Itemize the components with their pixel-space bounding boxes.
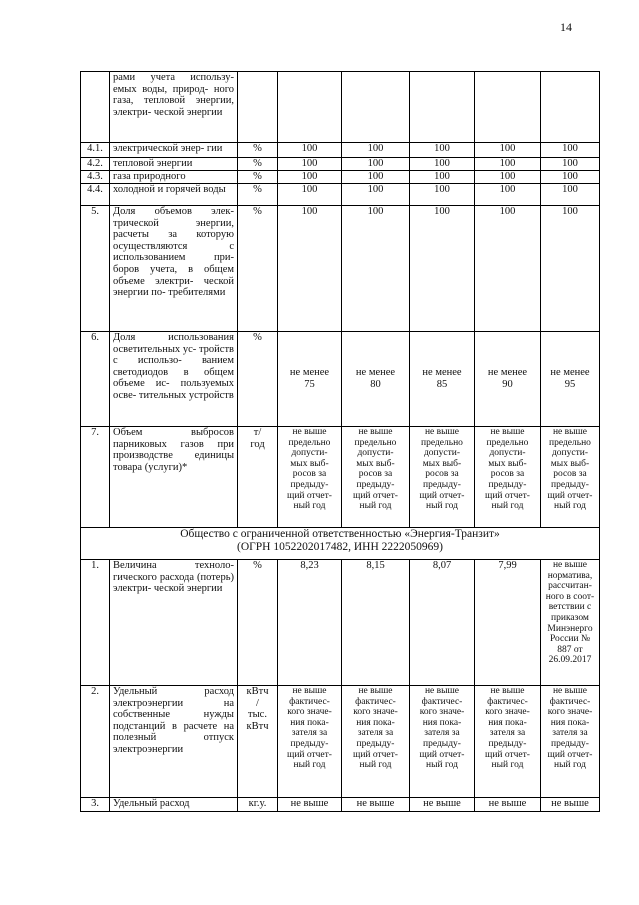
value-line: не выше — [424, 686, 460, 696]
table-body-top — [81, 72, 600, 528]
value-line: фактичес- — [289, 696, 330, 707]
unit-cell: % — [238, 184, 278, 206]
value-cell — [475, 158, 541, 171]
value-line: не выше — [292, 427, 327, 437]
value-line: допусти- — [489, 448, 526, 459]
value-line: зателя за — [357, 728, 394, 739]
value-line: росов за — [553, 469, 587, 480]
value-line: предыду- — [423, 738, 461, 749]
value-line: предельно — [421, 437, 463, 448]
value-cell — [278, 686, 342, 798]
table-row — [81, 560, 600, 686]
value-cell — [475, 143, 541, 158]
table-row — [81, 184, 600, 206]
value-line: не выше — [290, 798, 329, 809]
table-row — [81, 206, 600, 332]
value-line: ный год — [491, 760, 524, 771]
value-line: 100 — [499, 143, 516, 154]
value-line: 8,07 — [432, 560, 452, 571]
value-line: щий отчет- — [547, 749, 593, 760]
table-row — [81, 332, 600, 427]
indicator-name: электрической энер- гии — [110, 143, 238, 158]
table-row — [81, 798, 600, 812]
indicator-name: Удельный расход — [110, 798, 238, 812]
value-line: не выше — [358, 686, 393, 696]
value-line: 8,15 — [366, 560, 385, 571]
value-line: приказом — [551, 612, 589, 623]
value-line: предыду- — [488, 738, 527, 749]
unit-cell — [238, 427, 278, 528]
unit-cell — [238, 686, 278, 798]
value-line: росов за — [490, 469, 525, 480]
unit-cell: % — [238, 143, 278, 158]
value-line: росов за — [358, 469, 393, 480]
value-line: 100 — [367, 158, 384, 169]
value-line: Минэнерго — [547, 623, 593, 634]
value-line: ного в соот- — [545, 591, 595, 602]
value-cell — [541, 184, 600, 206]
value-cell — [278, 158, 342, 171]
value-cell — [475, 206, 541, 332]
value-cell — [475, 184, 541, 206]
value-line: допусти- — [357, 448, 394, 459]
value-cell — [410, 158, 475, 171]
indicator-name: рами учета использу- емых воды, природ- ного газа, тепловой энергии, электри- ческой энергии — [110, 72, 238, 143]
value-line: ный год — [426, 760, 458, 771]
value-cell — [410, 143, 475, 158]
value-cell — [541, 560, 600, 686]
value-cell — [410, 686, 475, 798]
value-line: мых выб- — [290, 458, 329, 469]
indicator-name: газа природного — [110, 171, 238, 184]
value-cell — [541, 143, 600, 158]
value-line: 80 — [370, 379, 381, 390]
value-line: 8,23 — [300, 560, 319, 571]
value-cell — [475, 332, 541, 427]
value-cell — [541, 171, 600, 184]
value-cell — [541, 332, 600, 427]
value-line: 100 — [301, 171, 318, 182]
value-line: 887 от — [557, 644, 583, 655]
value-line: зателя за — [552, 728, 588, 739]
value-cell — [342, 184, 410, 206]
value-cell — [278, 427, 342, 528]
value-line: кого значе- — [353, 707, 398, 718]
value-line: 100 — [562, 143, 578, 154]
value-line: ния пока- — [422, 717, 462, 728]
value-line: 26.09.2017 — [548, 655, 592, 666]
value-cell — [342, 72, 410, 143]
value-cell — [410, 798, 475, 812]
value-cell — [342, 798, 410, 812]
table-row — [81, 427, 600, 528]
value-line: 100 — [367, 206, 384, 217]
unit-line: / — [256, 697, 259, 709]
value-line: ветствии с — [548, 602, 592, 613]
indicator-name: Доля использования осветительных ус- тройств с использо- ванием светодиодов в общем объеме ис- пользуемых осве- тительных устройств — [110, 332, 238, 427]
row-number: 4.3. — [81, 171, 110, 184]
value-line: предыду- — [290, 479, 329, 490]
value-line: не менее — [487, 367, 528, 379]
unit-cell: % — [238, 158, 278, 171]
value-line: мых выб- — [422, 458, 462, 469]
value-line: фактичес- — [549, 696, 591, 707]
value-line: 100 — [562, 171, 578, 182]
value-line: 100 — [434, 171, 450, 182]
value-line: ный год — [359, 760, 392, 771]
value-line: щий отчет- — [353, 490, 398, 501]
value-cell — [475, 72, 541, 143]
value-line: ный год — [426, 501, 458, 512]
organization-name: Общество с ограниченной ответственностью «Энергия-Транзит» — [180, 528, 500, 540]
value-cell — [278, 206, 342, 332]
value-cell — [475, 427, 541, 528]
value-line: допусти- — [551, 448, 589, 459]
value-cell — [410, 332, 475, 427]
value-line: 100 — [499, 171, 516, 182]
value-line: допусти- — [291, 448, 328, 459]
value-cell — [410, 184, 475, 206]
unit-line: тыс. — [248, 709, 267, 721]
value-cell — [541, 72, 600, 143]
value-line: ный год — [554, 760, 586, 771]
value-cell — [541, 427, 600, 528]
value-line: мых выб- — [356, 458, 395, 469]
value-line: предельно — [354, 437, 397, 448]
value-line: щий отчет- — [419, 490, 465, 501]
row-number: 1. — [81, 560, 110, 686]
value-line: ный год — [554, 501, 586, 512]
unit-line: кВтч — [246, 686, 269, 697]
value-cell — [278, 143, 342, 158]
indicator-name: холодной и горячей воды — [110, 184, 238, 206]
unit-cell — [238, 72, 278, 143]
value-line: щий отчет- — [547, 490, 593, 501]
value-cell — [541, 798, 600, 812]
value-cell — [541, 206, 600, 332]
row-number: 2. — [81, 686, 110, 798]
value-line: мых выб- — [550, 458, 590, 469]
value-line: ный год — [491, 501, 524, 512]
value-line: щий отчет- — [485, 749, 530, 760]
value-cell — [342, 686, 410, 798]
value-line: не выше — [551, 798, 589, 809]
value-line: 100 — [562, 158, 578, 169]
value-cell — [342, 332, 410, 427]
value-line: России № — [549, 634, 591, 645]
value-line: не менее — [355, 367, 396, 379]
value-cell — [541, 686, 600, 798]
value-line: 100 — [499, 158, 516, 169]
value-line: ный год — [293, 760, 326, 771]
value-line: 100 — [367, 171, 384, 182]
row-number: 4.1. — [81, 143, 110, 158]
unit-cell: % — [238, 171, 278, 184]
page-number: 14 — [560, 20, 572, 34]
value-line: щий отчет- — [419, 749, 465, 760]
value-line: мых выб- — [488, 458, 527, 469]
indicator-name: тепловой энергии — [110, 158, 238, 171]
row-number: 4.4. — [81, 184, 110, 206]
value-line: кого значе- — [419, 707, 465, 718]
value-line: фактичес- — [355, 696, 396, 707]
value-line: предыду- — [551, 738, 589, 749]
value-line: 100 — [367, 143, 384, 154]
value-line: не выше — [358, 427, 393, 437]
value-line: зателя за — [424, 728, 460, 739]
value-line: 100 — [301, 206, 318, 217]
value-line: 75 — [304, 379, 315, 390]
value-line: росов за — [292, 469, 327, 480]
value-line: не выше — [552, 427, 588, 437]
value-line: рассчитан- — [548, 581, 592, 592]
unit-line: год — [250, 438, 265, 450]
value-cell — [342, 427, 410, 528]
value-line: 100 — [301, 143, 318, 154]
value-line: не выше — [490, 427, 525, 437]
value-line: щий отчет- — [287, 749, 332, 760]
value-cell — [342, 158, 410, 171]
row-number: 6. — [81, 332, 110, 427]
value-cell — [342, 560, 410, 686]
value-cell — [278, 171, 342, 184]
row-number: 7. — [81, 427, 110, 528]
value-line: 100 — [499, 206, 516, 217]
value-line: кого значе- — [485, 707, 530, 718]
value-line: 100 — [562, 206, 578, 217]
value-cell — [342, 171, 410, 184]
value-cell — [278, 560, 342, 686]
value-line: ния пока- — [550, 717, 590, 728]
unit-line: т/ — [253, 427, 262, 438]
value-line: 85 — [436, 379, 448, 390]
row-number: 3. — [81, 798, 110, 812]
value-line: ный год — [359, 501, 392, 512]
value-line: 100 — [434, 184, 450, 195]
unit-cell: % — [238, 332, 278, 427]
value-cell — [541, 158, 600, 171]
value-cell — [342, 206, 410, 332]
value-line: не менее — [422, 367, 462, 379]
value-line: 100 — [499, 184, 516, 195]
value-line: предыду- — [356, 479, 395, 490]
unit-cell: кг.у. — [238, 798, 278, 812]
value-cell — [278, 184, 342, 206]
value-line: 100 — [434, 158, 450, 169]
unit-cell: % — [238, 206, 278, 332]
indicator-name: Удельный расход электроэнергии на собственные нужды подстанций в расчете на полезный отпуск электроэнергии — [110, 686, 238, 798]
value-line: предыду- — [551, 479, 589, 490]
organization-section — [81, 528, 600, 560]
row-number: 4.2. — [81, 158, 110, 171]
value-line: предельно — [549, 437, 591, 448]
value-line: норматива, — [547, 570, 593, 581]
value-line: предыду- — [488, 479, 527, 490]
value-cell — [410, 560, 475, 686]
indicator-name: Доля объемов элек- трической энергии, расчеты за которую осуществляются с использованием при- боров учета, в общем объеме электри- ческой энергии по- требителями — [110, 206, 238, 332]
value-line: 100 — [434, 143, 450, 154]
value-cell — [475, 560, 541, 686]
value-line: не выше — [552, 560, 588, 570]
value-cell — [410, 427, 475, 528]
value-line: не выше — [423, 798, 461, 809]
value-line: 7,99 — [498, 560, 517, 571]
value-line: зателя за — [489, 728, 526, 739]
unit-line: кВтч — [246, 720, 269, 732]
table-body-bottom — [81, 560, 600, 812]
value-line: ния пока- — [356, 717, 395, 728]
value-line: 100 — [301, 158, 318, 169]
value-line: ния пока- — [290, 717, 329, 728]
value-line: не выше — [292, 686, 327, 696]
row-number — [81, 72, 110, 143]
table-row — [81, 171, 600, 184]
indicator-name: Объем выбросов парниковых газов при производстве единицы товара (услуги)* — [110, 427, 238, 528]
value-line: предельно — [288, 437, 331, 448]
value-cell — [475, 798, 541, 812]
value-cell — [342, 143, 410, 158]
value-line: не выше — [552, 686, 588, 696]
value-line: не выше — [356, 798, 395, 809]
value-line: ный год — [293, 501, 326, 512]
value-line: не выше — [490, 686, 525, 696]
value-line: щий отчет- — [485, 490, 530, 501]
value-cell — [278, 798, 342, 812]
value-cell — [410, 72, 475, 143]
value-line: не выше — [488, 798, 527, 809]
value-line: зателя за — [291, 728, 328, 739]
value-line: щий отчет- — [287, 490, 332, 501]
value-line: 100 — [301, 184, 318, 195]
value-cell — [410, 206, 475, 332]
row-number: 5. — [81, 206, 110, 332]
value-line: кого значе- — [547, 707, 593, 718]
organization-header — [81, 528, 600, 560]
value-line: фактичес- — [421, 696, 463, 707]
value-cell — [475, 686, 541, 798]
value-line: росов за — [425, 469, 459, 480]
table-row — [81, 143, 600, 158]
value-cell — [278, 72, 342, 143]
value-cell — [410, 171, 475, 184]
value-line: не выше — [424, 427, 460, 437]
value-line: кого значе- — [287, 707, 332, 718]
table-row — [81, 686, 600, 798]
indicators-table — [80, 71, 600, 812]
value-line: 100 — [434, 206, 450, 217]
value-line: предыду- — [423, 479, 461, 490]
value-line: фактичес- — [487, 696, 528, 707]
value-line: 90 — [502, 379, 513, 390]
value-line: 100 — [562, 184, 578, 195]
value-line: 95 — [564, 379, 576, 390]
value-line: ния пока- — [488, 717, 527, 728]
value-line: допусти- — [423, 448, 461, 459]
table-row — [81, 158, 600, 171]
value-line: предыду- — [356, 738, 395, 749]
unit-cell: % — [238, 560, 278, 686]
organization-registration: (ОГРН 1052202017482, ИНН 2222050969) — [237, 541, 443, 553]
value-line: предыду- — [290, 738, 329, 749]
value-line: щий отчет- — [353, 749, 398, 760]
indicator-name: Величина техноло- гического расхода (потерь) электри- ческой энергии — [110, 560, 238, 686]
organization-row — [81, 528, 600, 560]
value-line: не менее — [289, 367, 330, 379]
value-line: не менее — [550, 367, 590, 379]
value-cell — [278, 332, 342, 427]
value-cell — [475, 171, 541, 184]
value-line: 100 — [367, 184, 384, 195]
value-line: предельно — [486, 437, 529, 448]
table-row — [81, 72, 600, 143]
